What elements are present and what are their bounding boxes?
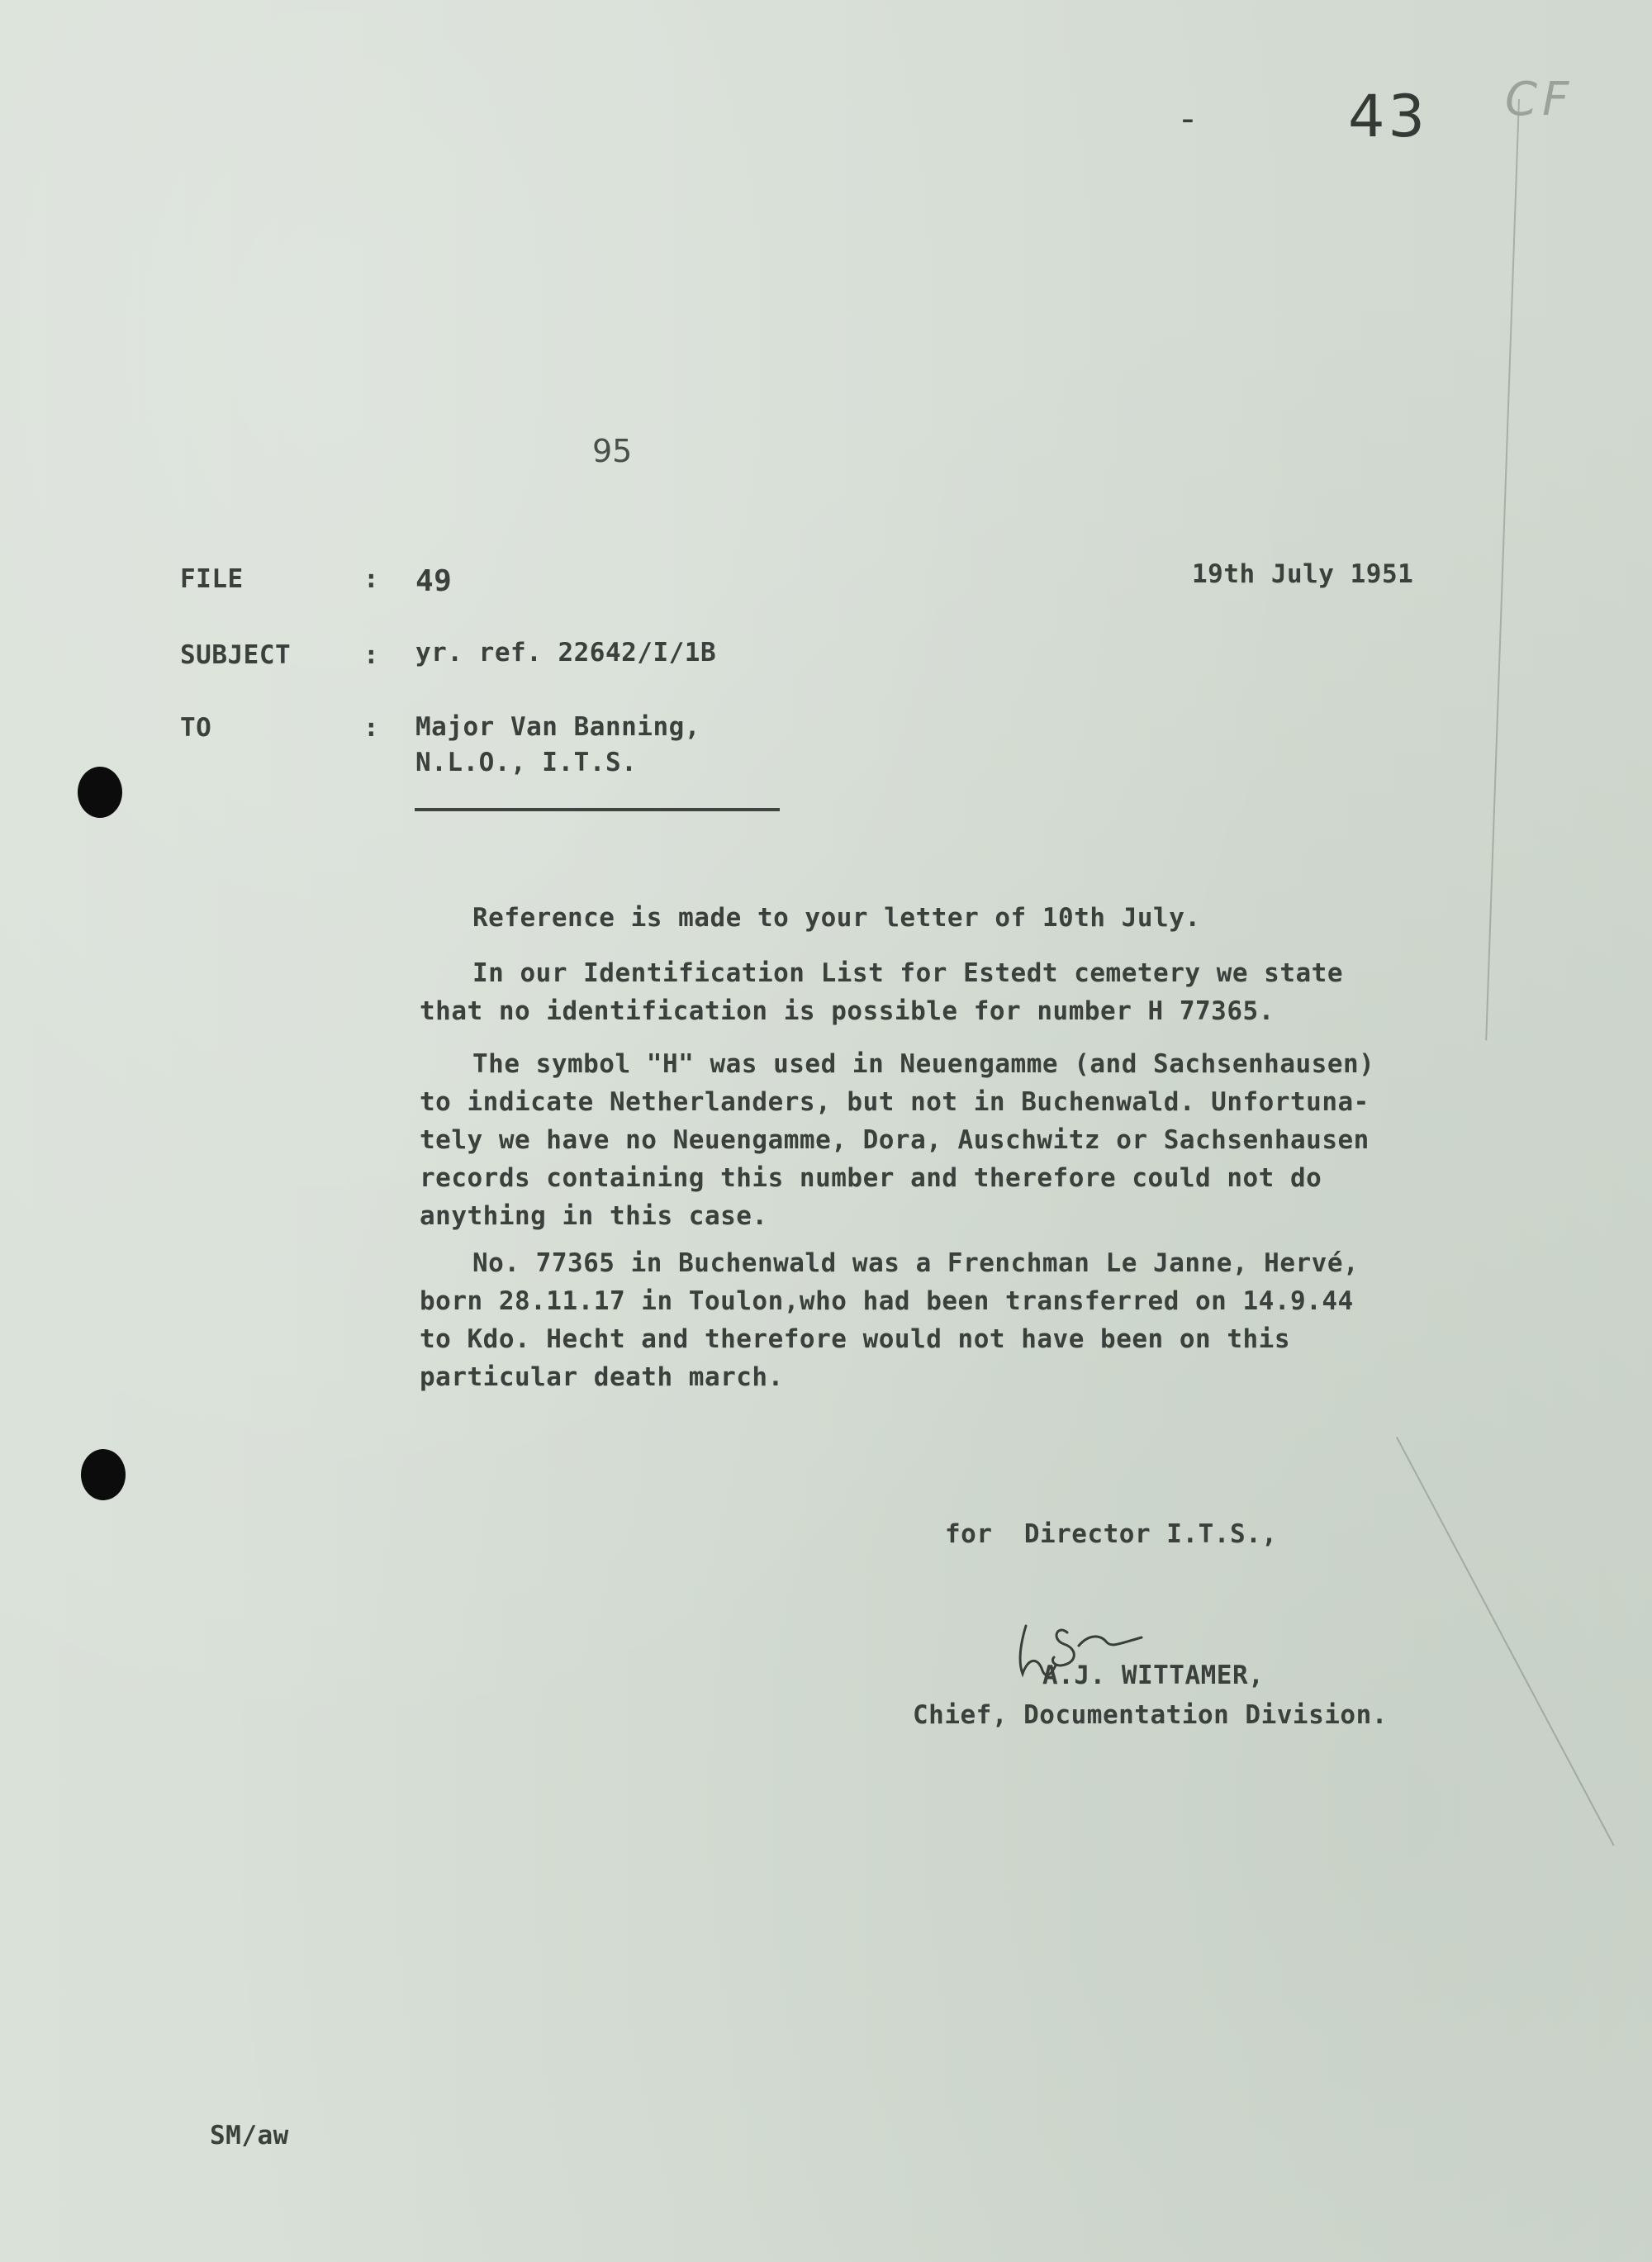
- file-colon: :: [363, 564, 380, 594]
- punch-hole-top: [78, 767, 122, 818]
- to-colon: :: [363, 713, 380, 743]
- paragraph-identification: [420, 954, 1559, 1030]
- paragraph-buchenwald: [420, 1244, 1559, 1396]
- body-line: No. 77365 in Buchenwald was a Frenchman Le Janne, Hervé,: [472, 1248, 1360, 1278]
- page-number: 95: [592, 433, 633, 469]
- body-line: to indicate Netherlanders, but not in Buchenwald. Unfortuna-: [420, 1087, 1370, 1117]
- body-line: to Kdo. Hecht and therefore would not have been on this: [420, 1324, 1290, 1354]
- body-line: Reference is made to your letter of 10th July.: [472, 903, 1201, 933]
- subject-colon: :: [363, 640, 380, 670]
- file-number: 49: [415, 564, 453, 598]
- typist-reference: SM/aw: [210, 2121, 289, 2150]
- header-underline: [415, 808, 780, 811]
- body-line: born 28.11.17 in Toulon,who had been transferred on 14.9.44: [420, 1286, 1354, 1316]
- recipient-office: N.L.O., I.T.S.: [415, 748, 638, 777]
- closing-for-director: for Director I.T.S.,: [945, 1519, 1278, 1549]
- body-line: tely we have no Neuengamme, Dora, Auschwitz or Sachsenhausen: [420, 1125, 1370, 1155]
- recipient-name: Major Van Banning,: [415, 712, 700, 742]
- body-line: anything in this case.: [420, 1201, 768, 1231]
- punch-hole-bottom: [81, 1449, 126, 1500]
- subject-reference: yr. ref. 22642/I/1B: [415, 638, 717, 668]
- file-label: FILE: [180, 564, 244, 594]
- body-line: records containing this number and therefore could not do: [420, 1163, 1322, 1193]
- paper-crease-line-lower: [1396, 1437, 1615, 1846]
- paragraph-symbol: [420, 1045, 1559, 1235]
- subject-label: SUBJECT: [180, 640, 292, 670]
- handwritten-initials: CF: [1505, 73, 1574, 126]
- folio-number: 43: [1348, 83, 1429, 150]
- signatory-title: Chief, Documentation Division.: [913, 1700, 1388, 1730]
- to-label: TO: [180, 713, 212, 743]
- body-line: The symbol "H" was used in Neuengamme (and Sachsenhausen): [472, 1049, 1375, 1079]
- body-line: particular death march.: [420, 1362, 784, 1392]
- dash-mark: -: [1181, 97, 1194, 140]
- paragraph-reference: [472, 899, 1612, 937]
- body-line: In our Identification List for Estedt cemetery we state: [472, 958, 1343, 988]
- body-line: that no identification is possible for number H 77365.: [420, 996, 1275, 1026]
- letter-date: 19th July 1951: [1192, 559, 1414, 589]
- signatory-name: A.J. WITTAMER,: [1042, 1661, 1265, 1690]
